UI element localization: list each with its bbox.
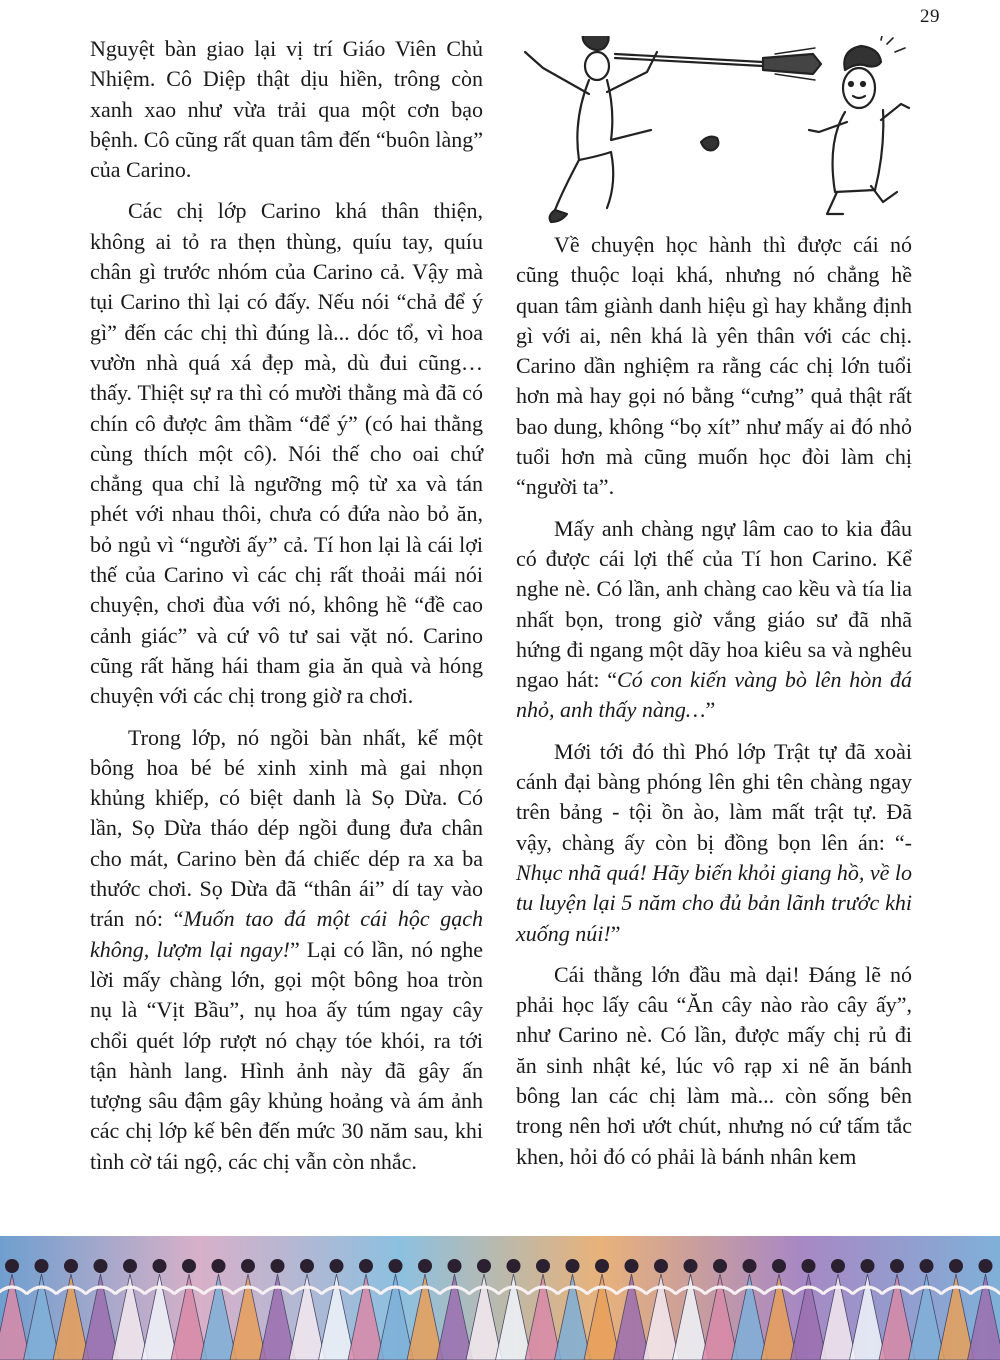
- paragraph: Các chị lớp Carino khá thân thiện, không ai tỏ ra thẹn thùng, quíu tay, quíu chân gì trước nhóm của Carino cả. Vậy mà tụi Carino thì lại có đấy. Nếu nói “chả để ý gì” đến các chị thì đúng là... dóc tổ, vì hoa vườn nhà quá xá đẹp mà, dù đui cũng… thấy. Thiệt sự ra thì có mười thằng mà đã có chín cô được âm thầm “để ý” (có hai thằng cùng thích một cô). Nói thế cho oai chứ chẳng qua chỉ là ngưỡng mộ từ xa và tán phét với nhau thôi, chưa có đứa nào bỏ ăn, bỏ ngủ vì “người ấy” cả. Tí hon lại là cái lợi thế của Carino vì các chị rất thoải mái nói chuyện, chơi đùa với nó, không hề “đề cao cảnh giác” và cứ vô tư sai vặt nó. Carino cũng rất hăng hái tham gia ăn quà và hóng chuyện với các chị trong giờ ra chơi.: [90, 198, 483, 709]
- text-run: ”: [610, 920, 621, 946]
- page-number: 29: [920, 6, 940, 27]
- italic-quote: -Nhục nhã quá! Hãy biến khỏi giang hồ, về lo tu luyện lại 5 năm cho đủ bản lãnh trước khi xuống núi!: [516, 829, 912, 946]
- paragraph: [516, 514, 912, 726]
- italic-quote: Có con kiến vàng bò lên hòn đá nhỏ, anh thấy nàng…: [516, 667, 912, 723]
- paragraph: [516, 737, 912, 949]
- painted-dancers-band-icon: [0, 1236, 1000, 1360]
- right-column: [516, 230, 912, 1183]
- text-run: ”: [705, 697, 716, 723]
- text-run: Mấy anh chàng ngự lâm cao to kia đâu có được cái lợi thế của Tí hon Carino. Kể nghe nè. Có lần, anh chàng cao kều và tía lia nhất bọn, trong giờ vắng giáo sư đã nhã hứng đi ngang một dãy hoa kiêu sa và nghêu ngao hát: “: [516, 515, 912, 693]
- left-column: [90, 34, 483, 1188]
- sketch-two-kids-broom-chase-icon: [515, 36, 915, 226]
- paragraph: Về chuyện học hành thì được cái nó cũng thuộc loại khá, nhưng nó chẳng hề quan tâm giành danh hiệu gì hay khẳng định gì với ai, nên khá là yên thân với các chị. Carino dần nghiệm ra rằng các chị lớn tuổi hơn mà hay gọi nó bằng “cưng” quả thật rất bao dung, không “bọ xít” như mấy ai đó nhỏ tuổi hơn mà cũng muốn học đòi làm chị “người ta”.: [516, 232, 912, 500]
- text-run: ” Lại có lần, nó nghe lời mấy chàng lớn, gọi một bông hoa tròn nụ là “Vịt Bầu”, nụ hoa ấy túm ngay cây chổi quét lớp rượt nó chạy tóe khói, ra tới tận hành lang. Hình ảnh này đã gây ấn tượng sâu đậm gây khủng hoảng và ám ảnh các chị lớp kế bên đến mức 30 năm sau, khi tình cờ tái ngộ, các chị vẫn còn nhắc.: [90, 936, 483, 1174]
- paragraph: Cái thằng lớn đầu mà dại! Đáng lẽ nó phải học lấy câu “Ăn cây nào rào cây ấy”, như Carino nè. Có lần, được mấy chị rủ đi ăn sinh nhật ké, lúc vô rạp xi nê ăn bánh bông lan các chị làm mà... còn sống bên trong nên hơi ướt chút, nhưng nó cứ tấm tắc khen, hỏi đó có phải là bánh nhân kem: [516, 961, 912, 1169]
- text-run: Trong lớp, nó ngồi bàn nhất, kế một bông hoa bé bé xinh xinh mà gai nhọn khủng khiếp, có biệt danh là Sọ Dừa. Có lần, Sọ Dừa tháo dép ngồi đung đưa chân cho mát, Carino bèn đá chiếc dép ra xa ba thước chơi. Sọ Dừa đã “thân ái” dí tay vào trán nó: “: [90, 724, 483, 932]
- paragraph: [90, 723, 483, 1177]
- italic-quote: Muốn tao đá một cái hộc gạch không, lượm lại ngay!: [90, 906, 483, 962]
- text-run: Mới tới đó thì Phó lớp Trật tự đã xoài cánh đại bàng phóng lên ghi tên chàng ngay trên bảng - tội ồn ào, làm mất trật tự. Đã vậy, chàng ấy còn bị đồng bọn lên án: “: [516, 738, 912, 855]
- paragraph: Nguyệt bàn giao lại vị trí Giáo Viên Chủ Nhiệm. Cô Diệp thật dịu hiền, trông còn xanh xao như vừa trải qua một cơn bạo bệnh. Cô cũng rất quan tâm đến “buôn làng” của Carino.: [90, 36, 483, 183]
